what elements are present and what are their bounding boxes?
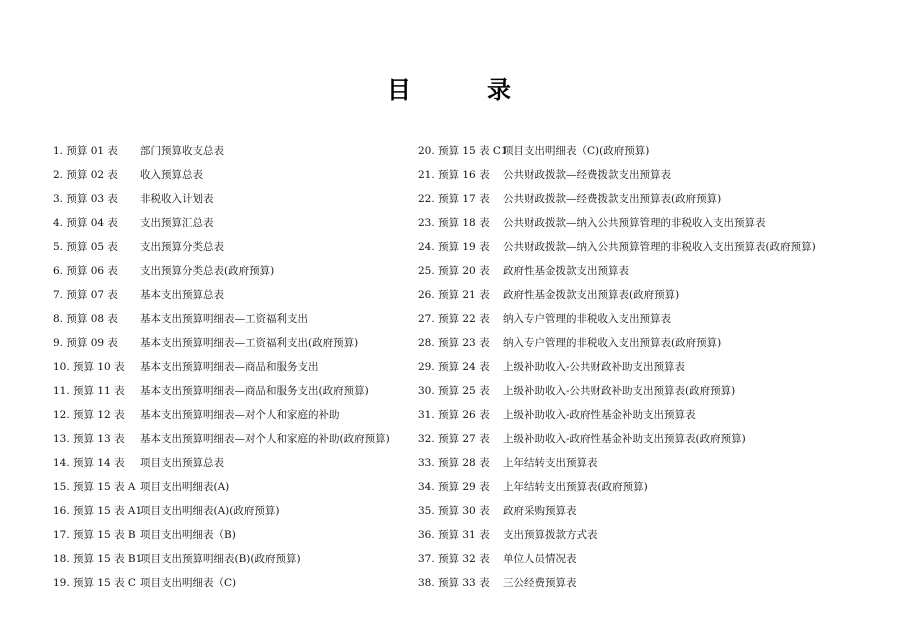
toc-entry [53,211,403,235]
toc-entry-name: 项目支出明细表（B) [140,529,236,541]
toc-entry-name: 项目支出明细表（C) [140,577,237,589]
toc-entry-name: 上级补助收入-公共财政补助支出预算表(政府预算) [503,385,736,397]
toc-entry-code: 18. 预算 15 表 B1 [53,553,143,565]
toc-entry [418,211,878,235]
toc-entry [53,139,403,163]
toc-right-column [418,139,878,595]
toc-entry-name: 基本支出预算总表 [140,289,224,301]
page-title: 目 录 [387,75,537,104]
toc-entry [53,499,403,523]
toc-entry-code: 15. 预算 15 表 A [53,481,136,493]
toc-entry-name: 三公经费预算表 [503,577,577,589]
toc-entry [53,187,403,211]
toc-entry-name: 项目支出明细表(A) [140,481,230,493]
toc-entry [418,571,878,595]
toc-entry-code: 33. 预算 28 表 [418,457,490,469]
toc-entry-code: 16. 预算 15 表 A1 [53,505,143,517]
toc-entry-name: 基本支出预算明细表—工资福利支出(政府预算) [140,337,359,349]
toc-entry-name: 纳入专户管理的非税收入支出预算表(政府预算) [503,337,722,349]
toc-entry-name: 非税收入计划表 [140,193,214,205]
toc-entry-name: 基本支出预算明细表—工资福利支出 [140,313,308,325]
toc-entry [53,475,403,499]
toc-entry-code: 22. 预算 17 表 [418,193,490,205]
toc-entry-name: 政府性基金拨款支出预算表(政府预算) [503,289,680,301]
toc-entry-name: 收入预算总表 [140,169,203,181]
toc-entry-code: 26. 预算 21 表 [418,289,490,301]
toc-entry-name: 支出预算分类总表(政府预算) [140,265,275,277]
toc-entry [418,355,878,379]
toc-entry-name: 纳入专户管理的非税收入支出预算表 [503,313,671,325]
toc-entry [53,355,403,379]
toc-entry [53,283,403,307]
toc-entry [418,163,878,187]
toc-entry [418,403,878,427]
toc-entry [418,331,878,355]
toc-entry-code: 13. 预算 13 表 [53,433,125,445]
toc-entry-code: 28. 预算 23 表 [418,337,490,349]
toc-entry-code: 6. 预算 06 表 [53,265,118,277]
toc-entry [418,139,878,163]
toc-entry-name: 项目支出明细表(A)(政府预算) [140,505,280,517]
toc-entry-code: 5. 预算 05 表 [53,241,118,253]
toc-entry [53,403,403,427]
toc-entry-code: 35. 预算 30 表 [418,505,490,517]
toc-entry [418,475,878,499]
toc-entry-name: 公共财政拨款—纳入公共预算管理的非税收入支出预算表(政府预算) [503,241,816,253]
toc-entry [418,547,878,571]
toc-entry [53,163,403,187]
toc-entry [53,379,403,403]
toc-entry-code: 36. 预算 31 表 [418,529,490,541]
toc-entry-name: 项目支出预算明细表(B)(政府预算) [140,553,301,565]
toc-entry-code: 12. 预算 12 表 [53,409,125,421]
toc-entry-name: 公共财政拨款—纳入公共预算管理的非税收入支出预算表 [503,217,766,229]
toc-entry [53,523,403,547]
toc-entry-name: 上级补助收入-政府性基金补助支出预算表 [503,409,696,421]
toc-entry-code: 31. 预算 26 表 [418,409,490,421]
toc-entry-code: 34. 预算 29 表 [418,481,490,493]
toc-entry-name: 政府性基金拨款支出预算表 [503,265,629,277]
toc-entry-name: 支出预算汇总表 [140,217,214,229]
toc-entry-code: 32. 预算 27 表 [418,433,490,445]
toc-entry [53,307,403,331]
toc-entry-name: 基本支出预算明细表—对个人和家庭的补助 [140,409,340,421]
toc-entry-code: 10. 预算 10 表 [53,361,125,373]
toc-entry-code: 9. 预算 09 表 [53,337,118,349]
toc-entry-name: 支出预算分类总表 [140,241,224,253]
toc-entry-code: 20. 预算 15 表 C1 [418,145,508,157]
toc-entry [53,235,403,259]
toc-entry-name: 基本支出预算明细表—商品和服务支出(政府预算) [140,385,369,397]
toc-entry [418,379,878,403]
toc-entry-name: 公共财政拨款—经费拨款支出预算表(政府预算) [503,193,722,205]
toc-entry [418,499,878,523]
toc-entry [418,307,878,331]
toc-entry-code: 21. 预算 16 表 [418,169,490,181]
toc-entry [53,331,403,355]
toc-entry [418,187,878,211]
toc-entry [53,571,403,595]
toc-entry-name: 上年结转支出预算表(政府预算) [503,481,648,493]
toc-entry-code: 8. 预算 08 表 [53,313,118,325]
toc-entry-code: 7. 预算 07 表 [53,289,118,301]
toc-entry-code: 30. 预算 25 表 [418,385,490,397]
toc-entry-name: 项目支出明细表（C)(政府预算) [503,145,650,157]
toc-entry [53,427,403,451]
toc-entry-code: 24. 预算 19 表 [418,241,490,253]
toc-entry-code: 14. 预算 14 表 [53,457,125,469]
toc-entry-name: 基本支出预算明细表—商品和服务支出 [140,361,319,373]
toc-entry-code: 27. 预算 22 表 [418,313,490,325]
toc-entry-code: 29. 预算 24 表 [418,361,490,373]
toc-entry-name: 单位人员情况表 [503,553,577,565]
toc-entry [53,451,403,475]
toc-entry-name: 部门预算收支总表 [140,145,224,157]
toc-entry-code: 25. 预算 20 表 [418,265,490,277]
toc-entry-name: 支出预算拨款方式表 [503,529,598,541]
toc-entry [418,283,878,307]
toc-entry-name: 公共财政拨款—经费拨款支出预算表 [503,169,671,181]
toc-entry [418,523,878,547]
toc-entry [418,451,878,475]
toc-entry-name: 政府采购预算表 [503,505,577,517]
toc-left-column [53,139,403,595]
toc-entry-code: 38. 预算 33 表 [418,577,490,589]
toc-entry-code: 37. 预算 32 表 [418,553,490,565]
toc-entry-code: 4. 预算 04 表 [53,217,118,229]
toc-entry [53,259,403,283]
toc-entry [418,427,878,451]
toc-entry-name: 上级补助收入-政府性基金补助支出预算表(政府预算) [503,433,746,445]
toc-entry [418,259,878,283]
toc-entry-name: 项目支出预算总表 [140,457,224,469]
toc-entry [418,235,878,259]
toc-entry-code: 1. 预算 01 表 [53,145,118,157]
toc-entry-code: 3. 预算 03 表 [53,193,118,205]
toc-entry-code: 2. 预算 02 表 [53,169,118,181]
toc-entry [53,547,403,571]
toc-entry-code: 23. 预算 18 表 [418,217,490,229]
toc-entry-code: 17. 预算 15 表 B [53,529,136,541]
toc-entry-code: 19. 预算 15 表 C [53,577,136,589]
toc-entry-name: 基本支出预算明细表—对个人和家庭的补助(政府预算) [140,433,390,445]
toc-entry-name: 上年结转支出预算表 [503,457,598,469]
toc-entry-name: 上级补助收入-公共财政补助支出预算表 [503,361,686,373]
toc-entry-code: 11. 预算 11 表 [53,385,125,397]
